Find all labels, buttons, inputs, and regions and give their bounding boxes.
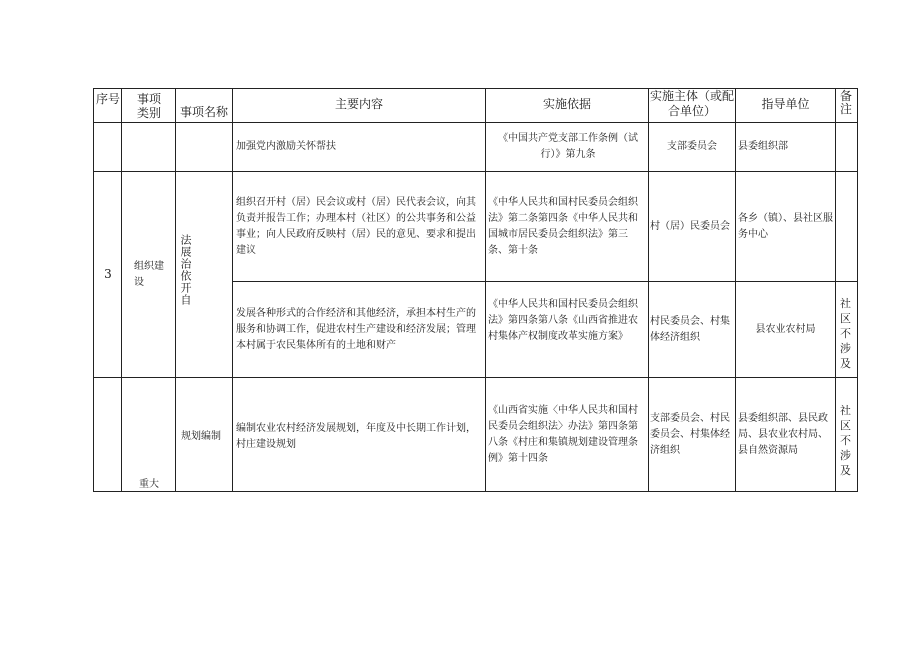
row3-basis: 《中华人民共和国村民委员会组织法》第四条第八条《山西省推进农村集体产权制度改革实施方案》 xyxy=(488,299,638,342)
header-remark: 备注 xyxy=(839,89,852,116)
header-basis: 实施依据 xyxy=(542,97,591,111)
row4-subject: 支部委员会、村民委员会、村集体经济组织 xyxy=(650,413,730,456)
row4-content: 编制农业农村经济发展规划，年度及中长期工作计划，村庄建设规划 xyxy=(236,423,476,450)
group3-name: 法展治依开自 xyxy=(179,234,192,306)
group3-seq: 3 xyxy=(104,267,112,281)
row2-content: 组织召开村（居）民会议或村（居）民代表会议，向其负责并报告工作；办理本村（社区）的公共事务和公益事业；向人民政府反映村（居）民的意见、要求和提出建议 xyxy=(236,197,476,256)
header-category: 事项类别 xyxy=(136,92,161,120)
group3-category: 组织建设 xyxy=(134,261,164,288)
row2-subject: 村（居）民委员会 xyxy=(650,221,730,232)
header-subject: 实施主体（或配合单位） xyxy=(649,89,734,118)
row1-content: 加强党内激励关怀帮扶 xyxy=(236,141,336,152)
header-content: 主要内容 xyxy=(334,97,383,111)
row4-remark: 社区不涉及 xyxy=(840,404,851,477)
row2-guide: 各乡（镇）、县社区服务中心 xyxy=(738,213,833,240)
row3-remark: 社区不涉及 xyxy=(840,297,851,370)
row4-name: 规划编制 xyxy=(181,431,221,442)
row3-subject: 村民委员会、村集体经济组织 xyxy=(650,316,730,343)
row1-subject: 支部委员会 xyxy=(667,141,717,152)
row1-basis: 《中国共产党支部工作条例（试行）》第九条 xyxy=(498,133,638,160)
header-name: 事项名称 xyxy=(179,105,228,119)
row1-guide: 县委组织部 xyxy=(738,141,788,152)
row4-guide: 县委组织部、县民政局、县农业农村局、县自然资源局 xyxy=(738,413,828,456)
row4-basis: 《山西省实施〈中华人民共和国村民委员会组织法〉办法》第四条第八条《村庄和集镇规划建设管理条例》第十四条 xyxy=(488,405,638,464)
row4-category: 重大 xyxy=(139,479,159,490)
row2-basis: 《中华人民共和国村民委员会组织法》第二条第四条《中华人民共和国城市居民委员会组织法》第三条、第十条 xyxy=(488,197,638,256)
header-guide: 指导单位 xyxy=(761,97,810,111)
row3-content: 发展各种形式的合作经济和其他经济，承担本村生产的服务和协调工作，促进农村生产建设和经济发展；管理本村属于农民集体所有的土地和财产 xyxy=(236,308,476,351)
row3-guide: 县农业农村局 xyxy=(755,324,816,335)
header-seq: 序号 xyxy=(95,92,120,106)
